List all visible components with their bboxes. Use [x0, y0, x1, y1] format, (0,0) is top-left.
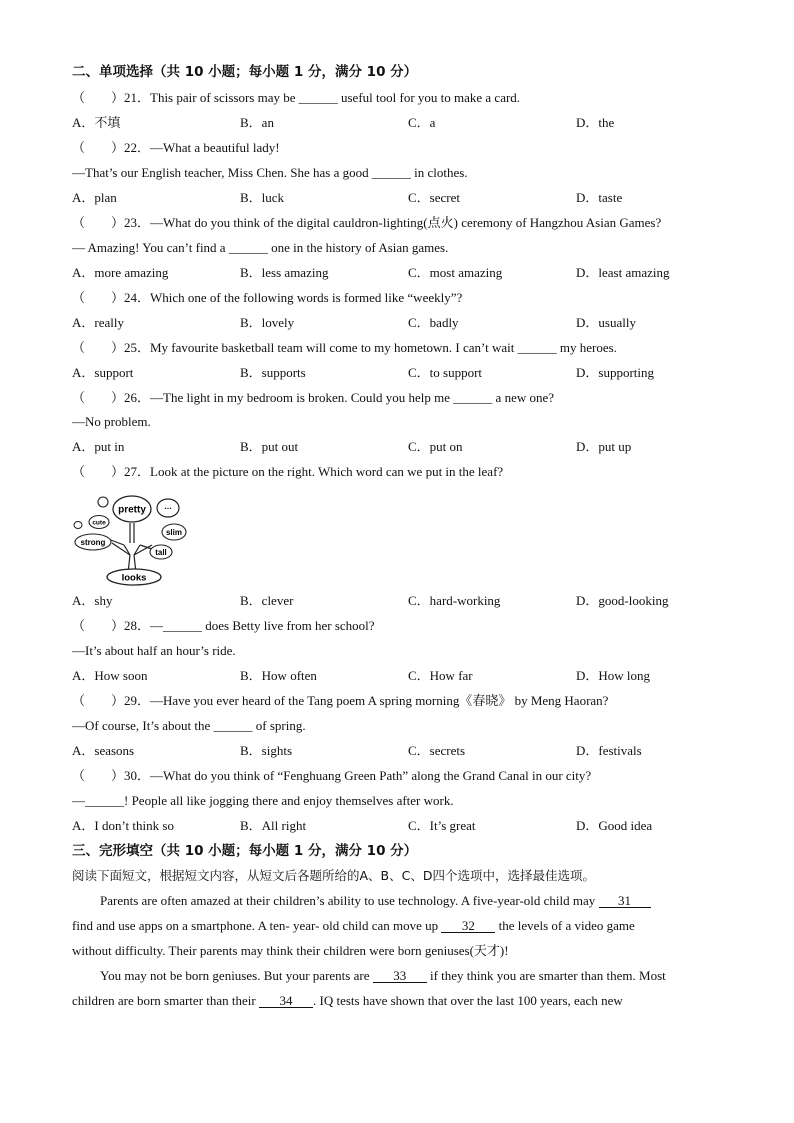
passage-text: find and use apps on a smartphone. A ten- year- old child can move up: [72, 918, 442, 933]
q27-option-d[interactable]: D．good-looking: [576, 593, 669, 608]
question-30-line-2: —______! People all like jogging there and enjoy themselves after work.: [72, 793, 454, 808]
q23-option-b[interactable]: B．less amazing: [240, 265, 329, 280]
q29-option-b[interactable]: B．sights: [240, 743, 293, 758]
leaf-word-pretty: pretty: [118, 504, 146, 516]
passage-text: Parents are often amazed at their children’s ability to use technology. A five-year-old child may: [100, 893, 599, 908]
q25-option-c[interactable]: C．to support: [408, 365, 483, 380]
tree-trunk: [108, 523, 158, 573]
section-2-heading: 二、单项选择（共 10 小题；每小题 1 分，满分 10 分）: [72, 64, 418, 80]
q29-option-d[interactable]: D．festivals: [576, 743, 642, 758]
q24-option-b[interactable]: B．lovely: [240, 315, 295, 330]
q30-option-a[interactable]: A．I don’t think so: [72, 818, 174, 833]
q27-option-c[interactable]: C．hard-working: [408, 593, 501, 608]
question-23: （ ）23．—What do you think of the digital cauldron-lighting(点火) ceremony of Hangzhou Asian Games?: [72, 215, 662, 230]
question-21: （ ）21．This pair of scissors may be ______ useful tool for you to make a card.: [72, 90, 521, 105]
leaf-word-slim: slim: [165, 528, 183, 537]
question-29: （ ）29．—Have you ever heard of the Tang poem A spring morning《春晓》 by Meng Haoran?: [72, 693, 609, 708]
q29-option-a[interactable]: A．seasons: [72, 743, 135, 758]
question-30: （ ）30．—What do you think of “Fenghuang Green Path” along the Grand Canal in our city?: [72, 768, 592, 783]
q21-option-a[interactable]: A．不填: [72, 115, 121, 130]
leaf-word-cute: cute: [92, 519, 106, 527]
q28-option-c[interactable]: C．How far: [408, 668, 473, 683]
q29-option-c[interactable]: C．secrets: [408, 743, 466, 758]
q23-option-d[interactable]: D．least amazing: [576, 265, 670, 280]
passage-text: You may not be born geniuses. But your parents are: [100, 968, 373, 983]
blank-32[interactable]: 32: [441, 919, 495, 933]
q26-option-d[interactable]: D．put up: [576, 439, 632, 454]
q22-option-a[interactable]: A．plan: [72, 190, 117, 205]
q30-option-c[interactable]: C．It’s great: [408, 818, 476, 833]
q28-option-a[interactable]: A．How soon: [72, 668, 148, 683]
passage-p2-line-2: [72, 993, 623, 1009]
q25-option-d[interactable]: D．supporting: [576, 365, 655, 380]
q22-option-c[interactable]: C．secret: [408, 190, 460, 205]
section-3-heading: 三、完形填空（共 10 小题；每小题 1 分，满分 10 分）: [72, 843, 418, 859]
passage-p1-line-1: [100, 893, 651, 909]
leaf-empty-small: [98, 497, 108, 507]
q21-option-b[interactable]: B．an: [240, 115, 274, 130]
q21-option-c[interactable]: C．a: [408, 115, 436, 130]
q25-option-b[interactable]: B．supports: [240, 365, 306, 380]
passage-text: children are born smarter than their: [72, 993, 259, 1008]
root-word-looks: looks: [121, 572, 147, 584]
q27-option-a[interactable]: A．shy: [72, 593, 113, 608]
section-3-instruction: 阅读下面短文，根据短文内容，从短文后各题所给的A、B、C、D四个选项中，选择最佳选项。: [72, 868, 595, 883]
q27-option-b[interactable]: B．clever: [240, 593, 294, 608]
q28-option-d[interactable]: D．How long: [576, 668, 651, 683]
q25-option-a[interactable]: A．support: [72, 365, 134, 380]
q22-option-b[interactable]: B．luck: [240, 190, 285, 205]
question-28: （ ）28．—______ does Betty live from her school?: [72, 618, 375, 633]
question-26-line-2: —No problem.: [72, 414, 151, 429]
q26-option-a[interactable]: A．put in: [72, 439, 125, 454]
q22-option-d[interactable]: D．taste: [576, 190, 623, 205]
q30-option-d[interactable]: D．Good idea: [576, 818, 653, 833]
question-22-line-2: —That’s our English teacher, Miss Chen. She has a good ______ in clothes.: [72, 165, 468, 180]
q26-option-b[interactable]: B．put out: [240, 439, 299, 454]
passage-p2-line-1: [100, 968, 666, 984]
q24-option-c[interactable]: C．badly: [408, 315, 459, 330]
question-29-line-2: —Of course, It’s about the ______ of spring.: [72, 718, 306, 733]
q23-option-c[interactable]: C．most amazing: [408, 265, 503, 280]
passage-text: the levels of a video game: [495, 918, 635, 933]
q28-option-b[interactable]: B．How often: [240, 668, 317, 683]
blank-34[interactable]: 34: [259, 994, 313, 1008]
question-27: （ ）27．Look at the picture on the right. Which word can we put in the leaf?: [72, 464, 504, 479]
question-22: （ ）22．—What a beautiful lady!: [72, 140, 280, 155]
passage-p1-line-2: [72, 918, 635, 934]
passage-text: if they think you are smarter than them. Most: [426, 968, 666, 983]
leaf-word-strong: strong: [80, 538, 106, 547]
blank-33[interactable]: 33: [373, 969, 427, 983]
q30-option-b[interactable]: B．All right: [240, 818, 307, 833]
passage-p1-line-3: without difficulty. Their parents may think their children were born geniuses(天才)!: [72, 943, 509, 958]
word-tree-picture: [72, 493, 192, 587]
passage-text: . IQ tests have shown that over the last 100 years, each new: [312, 993, 623, 1008]
leaf-empty-left: [74, 522, 82, 529]
question-28-line-2: —It’s about half an hour’s ride.: [72, 643, 236, 658]
q24-option-a[interactable]: A．really: [72, 315, 124, 330]
leaf-word-more: …: [164, 502, 172, 511]
q23-option-a[interactable]: A．more amazing: [72, 265, 169, 280]
q21-option-d[interactable]: D．the: [576, 115, 615, 130]
blank-31[interactable]: 31: [599, 894, 651, 908]
leaf-word-tall: tall: [155, 548, 167, 557]
q24-option-d[interactable]: D．usually: [576, 315, 636, 330]
question-23-line-2: — Amazing! You can’t find a ______ one in the history of Asian games.: [72, 240, 449, 255]
q26-option-c[interactable]: C．put on: [408, 439, 463, 454]
question-25: （ ）25．My favourite basketball team will come to my hometown. I can’t wait ______ my heroes.: [72, 340, 617, 355]
question-26: （ ）26．—The light in my bedroom is broken. Could you help me ______ a new one?: [72, 390, 555, 405]
question-24: （ ）24．Which one of the following words is formed like “weekly”?: [72, 290, 463, 305]
